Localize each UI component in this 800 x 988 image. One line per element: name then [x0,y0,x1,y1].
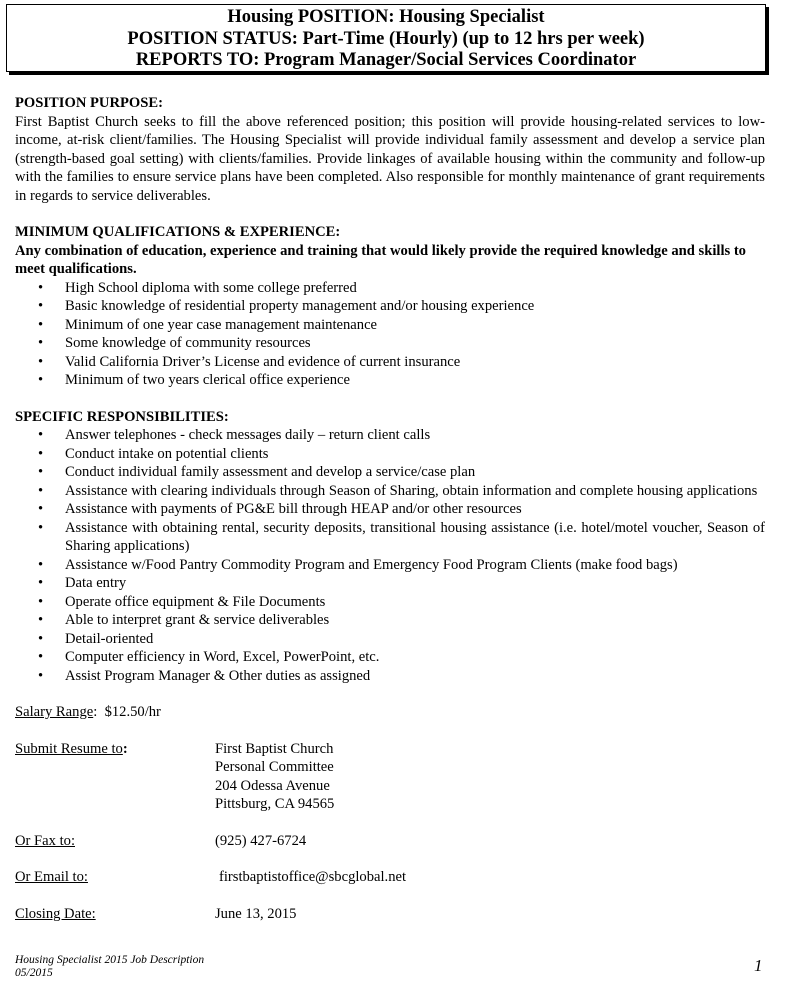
reports-to: REPORTS TO: Program Manager/Social Services Coordinator [135,50,637,70]
fax-row [15,832,765,851]
list-item: • Minimum of two years clerical office experience [15,371,765,390]
page-number: 1 [754,956,763,975]
submit-colon: : [122,740,128,757]
list-item: • Able to interpret grant & service deliverables [15,611,765,630]
list-item: • Assistance w/Food Pantry Commodity Program and Emergency Food Program Clients (make food bags) [15,556,765,575]
email-value: firstbaptistoffice@sbcglobal.net [219,869,407,885]
list-item: • Computer efficiency in Word, Excel, PowerPoint, etc. [15,648,765,667]
address-line: Pittsburg, CA 94565 [215,796,335,812]
closing-value: June 13, 2015 [215,905,297,922]
footer-doc-title: Housing Specialist 2015 Job Description [15,954,205,966]
address-line: 204 Odessa Avenue [215,777,330,794]
qualifications-heading: MINIMUM QUALIFICATIONS & EXPERIENCE: [15,224,341,240]
list-item: • Minimum of one year case management maintenance [15,316,765,335]
email-row [15,868,765,887]
list-item: • Conduct individual family assessment and develop a service/case plan [15,463,765,482]
mailing-address [215,740,334,814]
list-item: • Detail-oriented [15,630,765,649]
list-item: • Answer telephones - check messages daily – return client calls [15,426,765,445]
list-item: • Assistance with clearing individuals through Season of Sharing, obtain information and complete housing applications [15,482,765,501]
salary-value: $12.50/hr [104,704,161,720]
closing-row [15,905,765,924]
list-item: • Assistance with payments of PG&E bill through HEAP and/or other resources [15,500,765,519]
position-title: Housing POSITION: Housing Specialist [227,7,545,27]
address-line: Personal Committee [215,759,334,775]
list-item: • Some knowledge of community resources [15,334,765,353]
list-item: • Valid California Driver’s License and evidence of current insurance [15,353,765,372]
responsibilities-list [15,426,765,685]
qualifications-list [15,279,765,390]
purpose-text: First Baptist Church seeks to fill the above referenced position; this position will provide housing-related services to low-income, at-risk client/families. The Housing Specialist will provide individual family assessment and develop a service plan (strength-based goal setting) with clients/families. Provide linkages of available housing within the community and follow-up with the families to ensure service plans have been completed. Also responsible for monthly maintenance of grant requirements in regards to service deliverables. [15,113,765,204]
salary-range [15,703,765,722]
footer-date: 05/2015 [15,967,53,979]
list-item: • Data entry [15,574,765,593]
email-label: Or Email to: [15,869,88,885]
purpose-heading: POSITION PURPOSE: [15,95,163,111]
position-header [6,4,766,72]
list-item: • Operate office equipment & File Documents [15,593,765,612]
responsibilities-heading: SPECIFIC RESPONSIBILITIES: [15,408,229,425]
document-body [15,94,765,923]
list-item: • Assistance with obtaining rental, security deposits, transitional housing assistance (i.e. hotel/motel voucher, Season of Sharing applications) [15,519,765,556]
fax-value: (925) 427-6724 [215,832,307,849]
footer [15,954,204,980]
list-item: • Basic knowledge of residential property management and/or housing experience [15,297,765,316]
qualifications-intro: Any combination of education, experience and training that would likely provide the required knowledge and skills to meet qualifications. [15,242,746,277]
salary-colon: : [93,704,98,720]
list-item: • Assist Program Manager & Other duties as assigned [15,667,765,686]
submit-label: Submit Resume to [15,740,123,757]
list-item: • High School diploma with some college preferred [15,279,765,298]
address-line: First Baptist Church [215,740,334,757]
list-item: • Conduct intake on potential clients [15,445,765,464]
submit-resume [15,740,765,814]
salary-label: Salary Range [15,704,94,720]
position-status: POSITION STATUS: Part-Time (Hourly) (up to 12 hrs per week) [127,28,645,49]
closing-label: Closing Date: [15,905,96,922]
fax-label: Or Fax to: [15,832,75,849]
